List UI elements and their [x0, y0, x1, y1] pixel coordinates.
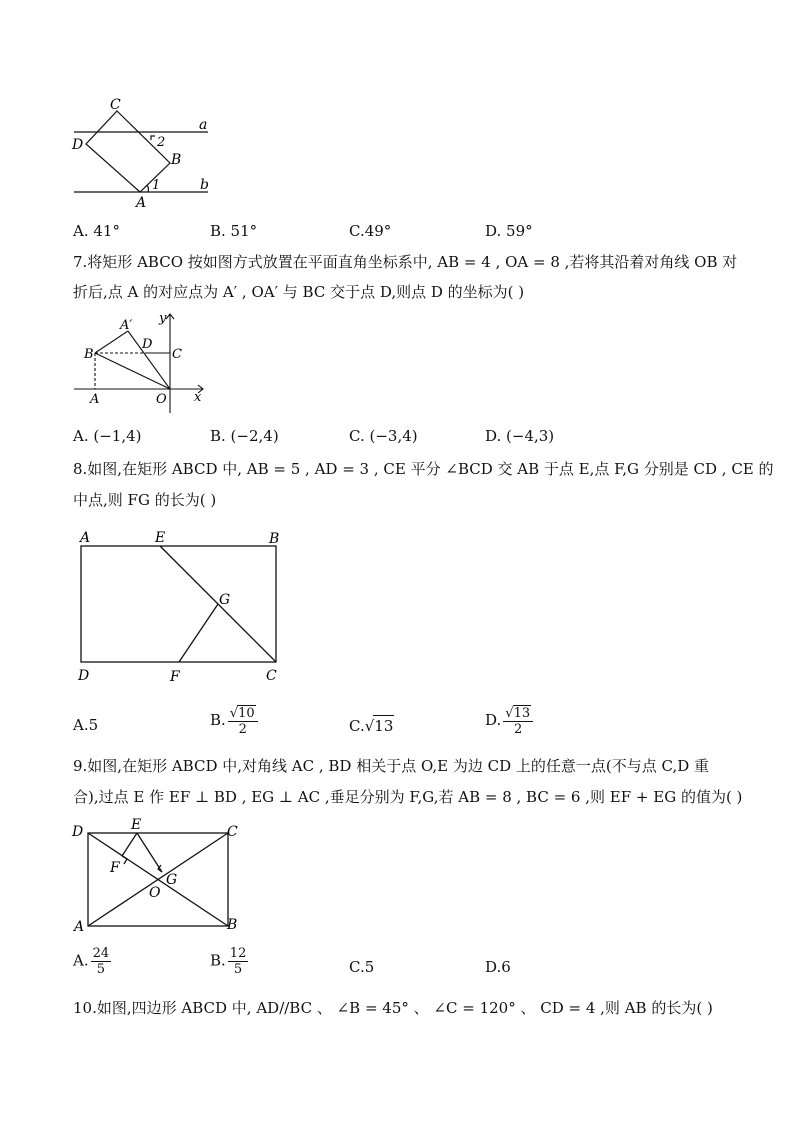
q9-label-C: C [227, 824, 238, 840]
q8-label-A: A [80, 530, 91, 546]
q8-option-b-numerator: 10 [238, 706, 255, 721]
q8-option-c-prefix: C. [349, 717, 365, 735]
q6-label-A: A [136, 195, 147, 211]
q7-label-O: O [156, 392, 167, 407]
q8-stem-line2: 中点,则 FG 的长为( ) [73, 491, 217, 509]
q7-option-c: C. (−3,4) [349, 427, 418, 445]
q9-option-c: C.5 [349, 958, 375, 976]
q9-label-A: A [74, 919, 85, 935]
q8-option-d-numerator: 13 [513, 706, 531, 721]
q8-label-E: E [155, 530, 166, 546]
q9-option-b-fraction [228, 946, 249, 977]
q9-label-F: F [110, 860, 120, 876]
q8-label-B: B [269, 531, 280, 547]
q7-label-y: y [159, 311, 167, 326]
q8-label-F: F [170, 669, 180, 685]
q6-label-b: b [200, 177, 209, 193]
q9-option-b-prefix: B. [210, 951, 226, 970]
q6-label-2: 2 [157, 135, 166, 150]
q7-label-B: B [84, 347, 94, 362]
q9-option-a-denominator: 5 [96, 962, 106, 977]
q6-option-b: B. 51° [210, 222, 258, 240]
q8-option-b-denominator: 2 [238, 722, 247, 737]
q9-figure [70, 814, 245, 936]
q7-stem-line1: 7.将矩形 ABCO 按如图方式放置在平面直角坐标系中, AB = 4 , OA = 8 ,若将其沿着对角线 OB 对 [73, 253, 738, 271]
q8-option-b-prefix: B. [210, 711, 226, 729]
q9-option-b-denominator: 5 [233, 962, 243, 977]
q9-option-d: D.6 [485, 958, 511, 976]
q9-option-a-numerator: 24 [92, 946, 110, 961]
q9-label-D: D [72, 824, 84, 840]
q7-figure [70, 308, 215, 416]
q7-option-a: A. (−1,4) [73, 427, 142, 445]
q8-stem-line1: 8.如图,在矩形 ABCD 中, AB = 5 , AD = 3 , CE 平分 ∠BCD 交 AB 于点 E,点 F,G 分别是 CD , CE 的 [73, 460, 774, 478]
q7-label-D: D [142, 337, 153, 352]
q8-option-b-fraction: $\frac{√10}{2}$ [228, 705, 258, 737]
q8-label-G: G [219, 592, 231, 608]
q8-option-c: C.√13 [349, 717, 394, 735]
q6-label-1: 1 [152, 178, 161, 193]
q9-label-B: B [227, 917, 238, 933]
q8-figure [72, 526, 287, 688]
q9-label-G: G [166, 872, 178, 888]
q7-label-C: C [172, 347, 182, 362]
q8-option-d-denominator: 2 [514, 722, 523, 737]
q6-option-c: C.49° [349, 222, 392, 240]
q9-option-a [73, 946, 111, 977]
q6-label-D: D [72, 137, 84, 153]
q7-label-Aprime: A′ [120, 318, 133, 333]
q8-label-D: D [78, 668, 90, 684]
q8-option-c-radicand: 13 [374, 717, 394, 735]
q9-label-E: E [131, 817, 142, 833]
q7-option-d: D. (−4,3) [485, 427, 555, 445]
q6-label-a: a [199, 117, 208, 133]
q6-option-d: D. 59° [485, 222, 533, 240]
q9-label-O: O [149, 885, 161, 901]
q8-option-d-prefix: D. [485, 711, 502, 729]
q7-stem-line2: 折后,点 A 的对应点为 A′ , OA′ 与 BC 交于点 D,则点 D 的坐标为( ) [73, 283, 525, 301]
q8-option-b [210, 705, 258, 737]
q9-option-b-numerator: 12 [229, 946, 247, 961]
q6-figure [66, 92, 216, 212]
q8-option-d-fraction: $\frac{√13}{2}$ [503, 705, 533, 737]
q9-stem-line2: 合),过点 E 作 EF ⊥ BD , EG ⊥ AC ,垂足分别为 F,G,若 AB = 8 , BC = 6 ,则 EF + EG 的值为( ) [73, 788, 743, 806]
q6-label-B: B [171, 152, 182, 168]
q9-stem-line1: 9.如图,在矩形 ABCD 中,对角线 AC , BD 相关于点 O,E 为边 CD 上的任意一点(不与点 C,D 重 [73, 757, 710, 775]
q9-option-a-fraction [91, 946, 112, 977]
q7-label-x: x [194, 390, 202, 405]
q6-option-a: A. 41° [73, 222, 120, 240]
q8-option-a: A.5 [73, 716, 99, 734]
q6-label-C: C [110, 97, 121, 113]
q10-stem-line1: 10.如图,四边形 ABCD 中, AD//BC 、 ∠B = 45° 、 ∠C = 120° 、 CD = 4 ,则 AB 的长为( ) [73, 999, 713, 1017]
q9-option-b [210, 946, 248, 977]
q7-label-A: A [90, 392, 100, 407]
q8-option-d [485, 705, 533, 737]
q7-option-b: B. (−2,4) [210, 427, 279, 445]
q9-option-a-prefix: A. [73, 951, 89, 970]
q8-label-C: C [266, 668, 277, 684]
